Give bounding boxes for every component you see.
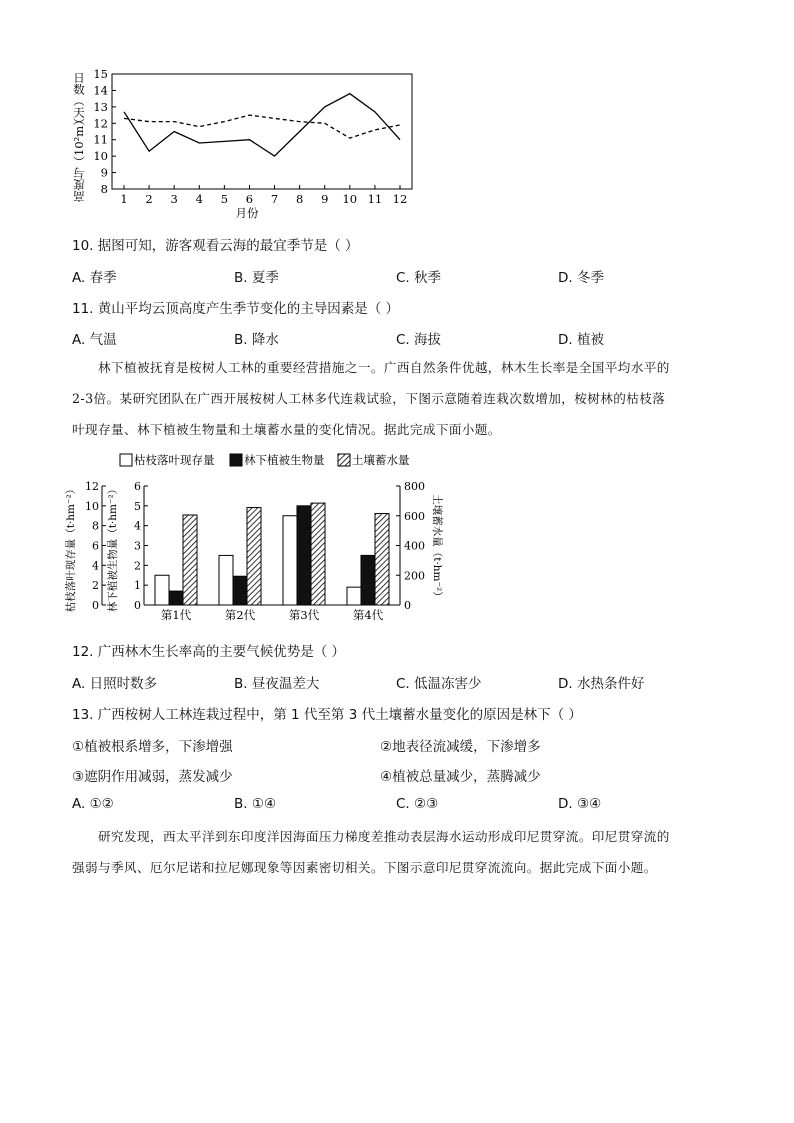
- line-chart-xtick-label: 7: [270, 192, 279, 206]
- line-chart-xtick-label: 6: [245, 192, 254, 206]
- bar-chart-legend-swatch: [338, 454, 350, 466]
- question-13-stem: 13. 广西桉树人工林连栽过程中，第 1 代至第 3 代土壤蓄水量变化的原因是林下（ ）: [72, 707, 582, 723]
- bar-chart-ticklabel-left1: 12: [85, 480, 99, 493]
- line-chart: [60, 62, 430, 227]
- q13-option-b[interactable]: B. ①④: [234, 796, 277, 812]
- question-10-stem: 10. 据图可知，游客观看云海的最宜季节是（ ）: [72, 238, 359, 254]
- bar-chart-bar-series-1: [347, 587, 361, 605]
- line-chart-xtick-label: 9: [321, 192, 329, 206]
- bar-chart-ticklabel-right: 600: [404, 509, 425, 523]
- line-chart-xtick-label: 1: [120, 192, 128, 206]
- line-chart-xtick-label: 11: [367, 192, 383, 206]
- q10-option-a[interactable]: A. 春季: [72, 270, 117, 286]
- q11-option-b[interactable]: B. 降水: [234, 332, 279, 348]
- line-chart-ytick-label: 15: [93, 67, 108, 81]
- line-chart-xtick-label: 8: [295, 192, 304, 206]
- bar-chart-bar-series-1: [155, 575, 169, 605]
- q12-option-c[interactable]: C. 低温冻害少: [396, 676, 482, 692]
- q10-option-b[interactable]: B. 夏季: [234, 270, 279, 286]
- bar-chart-ticklabel-right: 400: [404, 539, 425, 553]
- bar-chart-legend-label: 土壤蓄水量: [352, 453, 410, 467]
- line-chart-ytick-label: 14: [93, 83, 108, 98]
- line-chart-xtick-label: 2: [145, 192, 153, 206]
- passage-1-line-3: 叶现存量、林下植被生物量和土壤蓄水量的变化情况。据此完成下面小题。: [72, 422, 501, 437]
- q12-option-b[interactable]: B. 昼夜温差大: [234, 676, 320, 692]
- bar-chart-ticklabel-left1: 0: [92, 599, 99, 612]
- line-chart-left-label: 日数（天）: [72, 72, 86, 130]
- bar-chart-ticklabel-left2: 5: [134, 499, 141, 513]
- bar-chart-left1-label: 枯枝落叶现存量（t·hm⁻²）: [65, 483, 77, 613]
- line-chart-xtick-label: 3: [170, 192, 178, 206]
- bar-chart-ticklabel-left1: 6: [92, 539, 99, 553]
- line-chart-xtick-label: 12: [392, 192, 408, 206]
- bar-chart-bar-series-3: [247, 508, 261, 605]
- bar-chart-legend-swatch: [230, 454, 242, 466]
- q12-option-d[interactable]: D. 水热条件好: [558, 676, 645, 692]
- passage-2-line-1: 研究发现，西太平洋到东印度洋因海面压力梯度差推动表层海水运动形成印尼贯穿流。印尼贯穿流的: [98, 829, 670, 844]
- line-chart-ytick-label: 11: [93, 132, 108, 147]
- line-chart-series-solid: [124, 94, 400, 156]
- line-chart-ytick-label: 12: [93, 116, 108, 131]
- bar-chart-ticklabel-left1: 2: [92, 579, 99, 593]
- q11-option-d[interactable]: D. 植被: [558, 332, 604, 348]
- bar-chart-ticklabel-right: 0: [404, 599, 411, 612]
- line-chart-ytick-label: 13: [93, 99, 108, 114]
- q11-option-a[interactable]: A. 气温: [72, 332, 117, 348]
- bar-chart-bar-series-3: [183, 515, 197, 605]
- q13-option-a[interactable]: A. ①②: [72, 796, 114, 812]
- bar-chart-ticklabel-left1: 4: [92, 559, 99, 573]
- passage-1-line-1: 林下植被抚育是桉树人工林的重要经营措施之一。广西自然条件优越，林木生长率是全国平均水平的: [98, 360, 670, 375]
- bar-chart-category-label: 第3代: [288, 608, 320, 622]
- line-chart-ytick-label: 9: [100, 165, 108, 180]
- bar-chart-bar-series-2: [361, 555, 375, 605]
- q13-statement-4: ④植被总量减少，蒸腾减少: [380, 769, 541, 785]
- passage-1: [72, 352, 722, 445]
- question-11-stem: 11. 黄山平均云顶高度产生季节变化的主导因素是（ ）: [72, 301, 400, 317]
- q13-statement-1: ①植被根系增多，下渗增强: [72, 739, 233, 755]
- passage-1-line-2: 2-3倍。某研究团队在广西开展桉树人工林多代连栽试验，下图示意随着连栽次数增加，桉树林的枯枝落: [72, 391, 666, 406]
- q13-option-d[interactable]: D. ③④: [558, 796, 602, 812]
- line-chart-xlabel: 月份: [235, 206, 259, 220]
- bar-chart-left2-label: 林下植被生物量（t·hm⁻²）: [107, 483, 119, 613]
- q13-option-c[interactable]: C. ②③: [396, 796, 439, 812]
- bar-chart-ticklabel-left2: 2: [134, 559, 141, 573]
- bar-chart-bar-series-2: [233, 576, 247, 605]
- q10-option-d[interactable]: D. 冬季: [558, 270, 604, 286]
- bar-chart-bar-series-3: [375, 514, 389, 605]
- passage-2: [72, 821, 722, 883]
- q12-option-a[interactable]: A. 日照时数多: [72, 676, 158, 692]
- bar-chart-ticklabel-left2: 4: [134, 519, 141, 533]
- bar-chart-ticklabel-left2: 1: [134, 579, 141, 593]
- bar-chart-ticklabel-left2: 6: [134, 480, 141, 493]
- q13-statement-2: ②地表径流减缓，下渗增多: [380, 739, 541, 755]
- bar-chart-ticklabel-left2: 0: [134, 599, 141, 612]
- bar-chart-ticklabel-left2: 3: [134, 539, 141, 553]
- bar-chart-bar-series-2: [169, 591, 183, 605]
- line-chart-xtick-label: 5: [220, 192, 229, 206]
- line-chart-xtick-label: 10: [342, 192, 358, 206]
- q13-statement-3: ③遮阴作用减弱，蒸发减少: [72, 769, 233, 785]
- bar-chart: [65, 448, 448, 630]
- bar-chart-bar-series-3: [311, 503, 325, 605]
- passage-2-line-2: 强弱与季风、厄尔尼诺和拉尼娜现象等因素密切相关。下图示意印尼贯穿流流向。据此完成下面小题。: [72, 860, 657, 875]
- bar-chart-legend-label: 枯枝落叶现存量: [134, 453, 215, 467]
- bar-chart-category-label: 第1代: [160, 608, 192, 622]
- bar-chart-ticklabel-left1: 10: [85, 499, 99, 513]
- bar-chart-ticklabel-right: 800: [404, 480, 425, 493]
- question-12-stem: 12. 广西林木生长率高的主要气候优势是（ ）: [72, 644, 346, 660]
- bar-chart-ticklabel-left1: 8: [92, 519, 99, 533]
- q11-option-c[interactable]: C. 海拔: [396, 332, 442, 348]
- line-chart-ytick-label: 8: [100, 182, 108, 196]
- bar-chart-category-label: 第2代: [224, 608, 256, 622]
- q10-option-c[interactable]: C. 秋季: [396, 270, 442, 286]
- line-chart-ytick-label: 10: [93, 149, 108, 164]
- bar-chart-bar-series-2: [297, 506, 311, 605]
- line-chart-xtick-label: 4: [195, 192, 203, 206]
- bar-chart-bar-series-1: [219, 555, 233, 605]
- line-chart-series-dashed: [124, 115, 400, 138]
- bar-chart-legend-label: 林下植被生物量: [244, 453, 325, 467]
- bar-chart-legend-swatch: [120, 454, 132, 466]
- bar-chart-ticklabel-right: 200: [404, 569, 425, 583]
- line-chart-frame: [112, 74, 412, 189]
- bar-chart-category-label: 第4代: [352, 608, 384, 622]
- line-chart-right-label: 高度与（10²m）: [72, 114, 86, 202]
- bar-chart-bar-series-1: [283, 516, 297, 605]
- bar-chart-right-label: 土壤蓄水量（t·hm⁻²）: [431, 494, 443, 602]
